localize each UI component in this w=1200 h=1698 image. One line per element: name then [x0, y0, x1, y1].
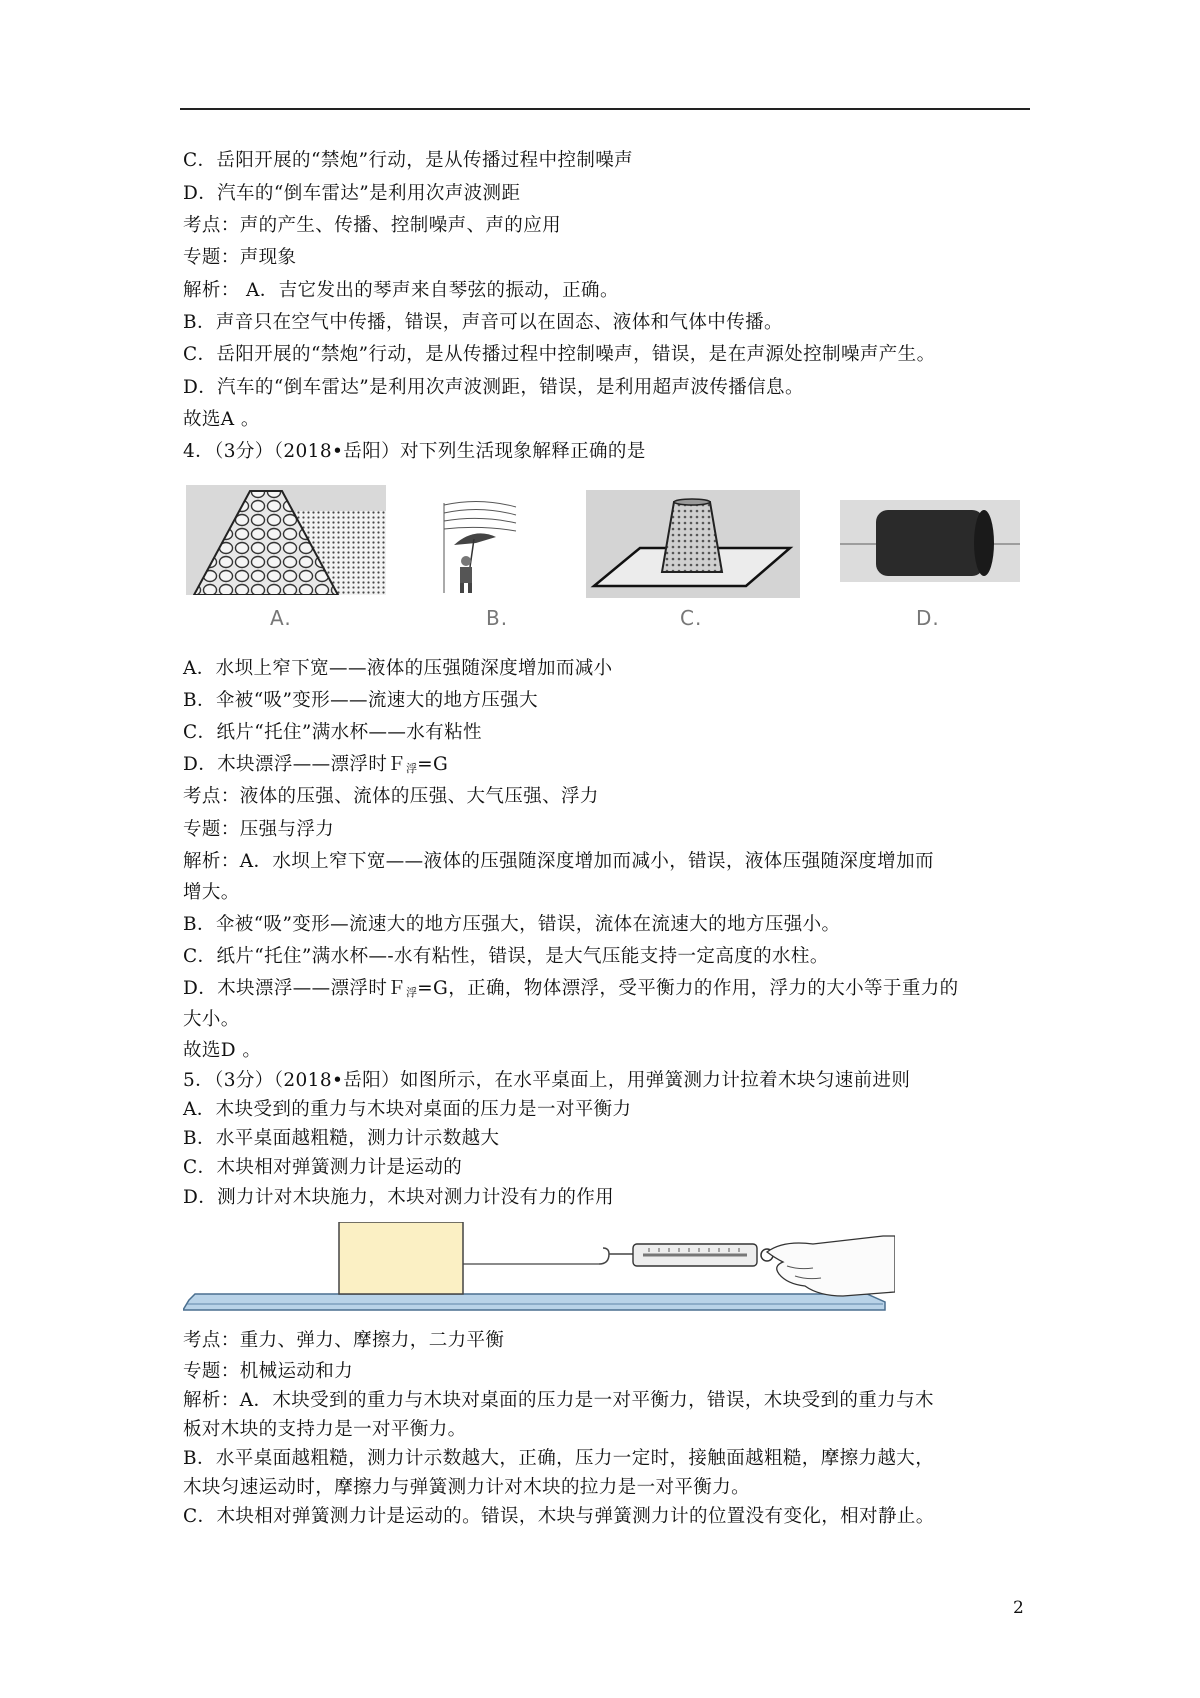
- q5-option-c: C．木块相对弹簧测力计是运动的: [183, 1157, 463, 1178]
- fig-label-a: A.: [270, 606, 292, 630]
- q3-option-d: D．汽车的“倒车雷达”是利用次声波测距: [183, 183, 521, 204]
- fig-label-d: D.: [916, 606, 940, 630]
- q5-stem: 5．（3分）（2018•岳阳）如图所示，在水平桌面上，用弹簧测力计拉着木块匀速前进则: [183, 1070, 911, 1091]
- fig-label-c: C.: [680, 606, 703, 630]
- header-rule: [180, 108, 1030, 110]
- q3-zhuanti: 专题：声现象: [183, 247, 297, 268]
- q4-option-d-subscript: 浮: [406, 762, 418, 775]
- q4-option-d: D．木块漂浮——漂浮时Ｆ浮=G: [183, 754, 449, 775]
- q5-jiexi-a-1: 解析：A．木块受到的重力与木块对桌面的压力是一对平衡力，错误，木块受到的重力与木: [183, 1390, 934, 1411]
- q4-kaodian: 考点：液体的压强、流体的压强、大气压强、浮力: [183, 786, 599, 807]
- q3-jiexi-d: D．汽车的“倒车雷达”是利用次声波测距，错误，是利用超声波传播信息。: [183, 377, 804, 398]
- q4-option-c: C．纸片“托住”满水杯——水有粘性: [183, 722, 482, 743]
- q3-jiexi-c: C．岳阳开展的“禁炮”行动，是从传播过程中控制噪声，错误，是在声源处控制噪声产生。: [183, 344, 936, 365]
- wood-block-figure: [840, 500, 1020, 582]
- q4-answer: 故选D 。: [183, 1040, 262, 1061]
- q4-jiexi-d-2: 大小。: [183, 1009, 240, 1030]
- q4-jiexi-d-subscript: 浮: [406, 986, 418, 999]
- q4-option-a: A．水坝上窄下宽——液体的压强随深度增加而减小: [183, 658, 613, 679]
- q3-kaodian: 考点：声的产生、传播、控制噪声、声的应用: [183, 215, 562, 236]
- q3-answer: 故选A 。: [183, 409, 260, 430]
- cup-figure: [586, 490, 800, 598]
- q5-jiexi-b-2: 木块匀速运动时，摩擦力与弹簧测力计对木块的拉力是一对平衡力。: [183, 1477, 751, 1498]
- q5-jiexi-b-1: B．水平桌面越粗糙，测力计示数越大，正确，压力一定时，接触面越粗糙，摩擦力越大，: [183, 1448, 935, 1469]
- q5-option-d: D．测力计对木块施力，木块对测力计没有力的作用: [183, 1187, 615, 1208]
- q4-zhuanti: 专题：压强与浮力: [183, 819, 335, 840]
- q5-option-b: B．水平桌面越粗糙，测力计示数越大: [183, 1128, 500, 1149]
- fig-label-b: B.: [486, 606, 509, 630]
- q4-stem: 4．（3分）（2018•岳阳）对下列生活现象解释正确的是: [183, 441, 646, 462]
- q5-zhuanti: 专题：机械运动和力: [183, 1361, 354, 1382]
- umbrella-figure: [440, 493, 520, 603]
- q4-jiexi-a-1: 解析：A．水坝上窄下宽——液体的压强随深度增加而减小，错误，液体压强随深度增加而: [183, 851, 934, 872]
- q5-option-a: A．木块受到的重力与木块对桌面的压力是一对平衡力: [183, 1099, 632, 1120]
- q5-jiexi-a-2: 板对木块的支持力是一对平衡力。: [183, 1419, 467, 1440]
- page-number: 2: [1013, 1598, 1024, 1618]
- q4-option-b: B．伞被“吸”变形——流速大的地方压强大: [183, 690, 539, 711]
- q4-jiexi-d-1: D．木块漂浮——漂浮时Ｆ浮=G，正确，物体漂浮，受平衡力的作用，浮力的大小等于重力的: [183, 978, 959, 999]
- q4-jiexi-c: C．纸片“托住”满水杯—-水有粘性，错误，是大气压能支持一定高度的水柱。: [183, 946, 829, 967]
- dam-figure: [186, 485, 386, 595]
- q5-kaodian: 考点：重力、弹力、摩擦力，二力平衡: [183, 1330, 505, 1351]
- spring-scale-figure: [183, 1222, 895, 1318]
- q5-jiexi-c: C．木块相对弹簧测力计是运动的。错误，木块与弹簧测力计的位置没有变化，相对静止。: [183, 1506, 935, 1527]
- q3-option-c: C．岳阳开展的“禁炮”行动，是从传播过程中控制噪声: [183, 150, 634, 171]
- q3-jiexi-a: 解析： A．吉它发出的琴声来自琴弦的振动，正确。: [183, 280, 619, 301]
- q4-jiexi-a-2: 增大。: [183, 882, 240, 903]
- q4-jiexi-b: B．伞被“吸”变形—流速大的地方压强大，错误，流体在流速大的地方压强小。: [183, 914, 841, 935]
- q3-jiexi-b: B．声音只在空气中传播，错误，声音可以在固态、液体和气体中传播。: [183, 312, 783, 333]
